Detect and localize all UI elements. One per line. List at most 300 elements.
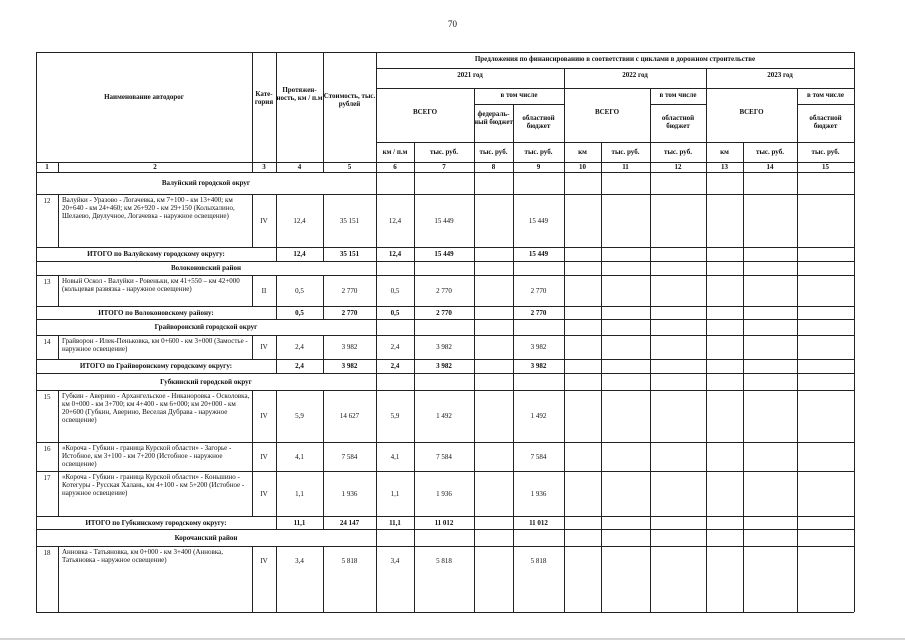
grid-vline (650, 319, 651, 335)
column-number: 1 (45, 163, 49, 171)
grid-vline (323, 335, 324, 359)
grid-vline (58, 442, 59, 471)
grid-vline (323, 546, 324, 612)
grid-vline (706, 335, 707, 359)
grid-vline (36, 546, 37, 612)
header-2023-total: ВСЕГО (739, 108, 764, 116)
grid-vline (564, 306, 565, 319)
grid-vline (650, 275, 651, 306)
row-2021-total: 15 449 (434, 216, 454, 225)
row-number: 14 (43, 338, 51, 346)
header-length: Протяжен-ность, км / п.м (276, 86, 323, 102)
grid-hline (376, 68, 854, 69)
row-category: IV (260, 343, 268, 351)
grid-vline (706, 471, 707, 516)
grid-hline (36, 52, 854, 53)
column-number: 10 (579, 163, 586, 171)
grid-vline (252, 52, 253, 172)
grid-vline (743, 275, 744, 306)
grid-vline (513, 275, 514, 306)
grid-vline (513, 306, 514, 319)
row-2021-federal (474, 343, 513, 352)
grid-vline (854, 390, 855, 442)
grid-vline (601, 471, 602, 516)
total-2021-regional: 3 982 (530, 362, 547, 370)
grid-vline (797, 546, 798, 612)
total-cost: 24 147 (339, 518, 360, 527)
row-category: IV (260, 452, 268, 461)
total-length: 0,5 (295, 308, 304, 317)
grid-vline (474, 319, 475, 335)
grid-vline (797, 390, 798, 442)
row-2021-regional: 2 770 (530, 286, 547, 295)
grid-vline (414, 306, 415, 319)
grid-vline (276, 442, 277, 471)
total-cost: 3 982 (341, 362, 358, 370)
grid-vline (252, 546, 253, 612)
row-2021-regional: 1 492 (530, 412, 547, 420)
grid-vline (743, 359, 744, 373)
grid-hline (36, 442, 854, 443)
header-2022-total: ВСЕГО (594, 108, 620, 116)
header-2023: 2023 год (767, 71, 793, 79)
total-title: ИТОГО по Валуйскому городскому округу: (87, 250, 225, 258)
grid-vline (743, 319, 744, 335)
grid-vline (414, 275, 415, 306)
grid-vline (564, 247, 565, 261)
total-2021-total: 15 449 (434, 250, 454, 258)
header-2023-regional: областной бюджет (809, 114, 842, 130)
grid-vline (513, 104, 514, 172)
grid-vline (797, 471, 798, 516)
grid-vline (564, 275, 565, 306)
section-title: Волоконовский район (170, 264, 242, 272)
header-2021: 2021 год (457, 71, 483, 79)
grid-vline (276, 52, 277, 172)
row-length: 0,5 (295, 286, 304, 295)
grid-vline (414, 335, 415, 359)
total-title: ИТОГО по Грайворонскому городскому округу: (79, 362, 233, 370)
row-category: IV (260, 489, 268, 498)
grid-vline (323, 194, 324, 247)
grid-vline (323, 390, 324, 442)
row-2021-regional: 1 936 (530, 489, 547, 498)
grid-vline (601, 516, 602, 529)
grid-vline (854, 275, 855, 306)
grid-vline (414, 442, 415, 471)
column-number: 3 (262, 163, 266, 171)
total-2021-km: 2,4 (390, 362, 400, 370)
grid-vline (743, 516, 744, 529)
grid-vline (743, 390, 744, 442)
grid-hline (650, 104, 706, 105)
grid-vline (376, 275, 377, 306)
grid-vline (564, 319, 565, 335)
grid-vline (650, 261, 651, 275)
grid-vline (414, 359, 415, 373)
grid-vline (650, 194, 651, 247)
grid-vline (743, 247, 744, 261)
grid-vline (650, 88, 651, 172)
grid-vline (854, 471, 855, 516)
section-title: Грайворонский городской округ (154, 323, 258, 331)
grid-vline (797, 516, 798, 529)
grid-vline (376, 529, 377, 546)
grid-vline (854, 335, 855, 359)
section-title: Корочанский район (174, 533, 238, 542)
grid-hline (36, 247, 854, 248)
total-length: 12,4 (293, 250, 306, 258)
grid-vline (276, 335, 277, 359)
grid-vline (474, 194, 475, 247)
column-number: 2 (153, 163, 157, 171)
row-cost: 1 936 (341, 489, 358, 498)
column-number: 12 (674, 163, 682, 171)
grid-vline (36, 306, 37, 319)
section-title: Валуйский городской округ (161, 179, 251, 187)
row-category: IV (260, 412, 268, 420)
row-2021-km: 3,4 (390, 557, 400, 565)
grid-vline (743, 261, 744, 275)
header-2021-including: в том числе (500, 91, 538, 99)
grid-vline (252, 275, 253, 306)
total-title: ИТОГО по Губкинскому городскому округу: (85, 518, 227, 527)
row-2021-km: 12,4 (388, 216, 402, 225)
total-2021-regional: 2 770 (530, 308, 547, 317)
total-2021-km: 11,1 (389, 518, 401, 527)
road-name: Губкин - Аверино - Архангельское - Никаноровка - Осколовка, км 0+000 - км 3+700; км 4+400 - км 6+000; км 20+000 - км 20+600 (Губкин, Аверино, Веселая Дубрава - наружное освещение) (62, 392, 250, 424)
grid-vline (564, 442, 565, 471)
grid-vline (36, 261, 37, 275)
grid-hline (36, 306, 854, 307)
row-category: II (261, 286, 267, 295)
row-category: IV (260, 557, 268, 565)
grid-vline (797, 335, 798, 359)
header-unit: тыс. руб. (664, 148, 692, 156)
grid-vline (706, 68, 707, 172)
grid-vline (36, 359, 37, 373)
grid-vline (276, 546, 277, 612)
grid-vline (706, 319, 707, 335)
total-2021-regional: 15 449 (528, 250, 549, 258)
grid-vline (743, 335, 744, 359)
grid-vline (797, 194, 798, 247)
grid-vline (650, 390, 651, 442)
grid-vline (797, 359, 798, 373)
header-2022-including: в том числе (659, 91, 697, 99)
row-cost: 5 818 (341, 557, 358, 565)
row-2021-federal (474, 453, 513, 462)
row-length: 1,1 (295, 489, 304, 498)
road-name: «Короча - Губкин - граница Курской области» - Коньшино - Котегуры - Русская Халань, км 4+100 - км 5+200 (Истобное - наружное освещение) (62, 473, 245, 497)
grid-vline (743, 442, 744, 471)
row-cost: 14 627 (339, 412, 360, 420)
grid-vline (276, 247, 277, 261)
grid-vline (474, 335, 475, 359)
grid-vline (474, 88, 475, 172)
grid-vline (414, 516, 415, 529)
grid-vline (513, 373, 514, 390)
grid-vline (601, 306, 602, 319)
header-unit: км / п.м (382, 148, 408, 156)
grid-vline (36, 335, 37, 359)
grid-vline (252, 442, 253, 471)
grid-vline (513, 359, 514, 373)
grid-vline (513, 335, 514, 359)
grid-vline (797, 172, 798, 194)
grid-vline (564, 546, 565, 612)
grid-vline (513, 194, 514, 247)
grid-vline (797, 529, 798, 546)
column-number: 13 (721, 163, 728, 171)
grid-vline (474, 247, 475, 261)
row-length: 12,4 (293, 216, 306, 225)
grid-vline (414, 471, 415, 516)
total-length: 2,4 (295, 362, 304, 370)
grid-vline (513, 390, 514, 442)
grid-vline (797, 247, 798, 261)
grid-vline (650, 373, 651, 390)
grid-vline (36, 52, 37, 172)
grid-hline (36, 612, 854, 613)
grid-vline (513, 529, 514, 546)
row-2021-federal (474, 217, 513, 226)
grid-vline (474, 359, 475, 373)
grid-vline (650, 247, 651, 261)
grid-vline (706, 194, 707, 247)
total-cost: 35 151 (339, 250, 360, 258)
row-2021-federal (474, 557, 513, 566)
grid-vline (743, 471, 744, 516)
grid-vline (650, 359, 651, 373)
row-2021-km: 5,9 (390, 412, 400, 420)
grid-vline (706, 172, 707, 194)
grid-vline (376, 373, 377, 390)
grid-hline (797, 104, 854, 105)
grid-vline (513, 471, 514, 516)
grid-vline (743, 306, 744, 319)
grid-vline (706, 275, 707, 306)
grid-vline (601, 546, 602, 612)
grid-vline (376, 172, 377, 194)
grid-vline (58, 546, 59, 612)
grid-vline (414, 390, 415, 442)
header-unit: тыс. руб. (430, 148, 458, 156)
grid-vline (376, 306, 377, 319)
grid-vline (706, 442, 707, 471)
header-unit: тыс. руб. (524, 148, 553, 156)
total-2021-total: 2 770 (436, 308, 452, 317)
grid-vline (854, 247, 855, 261)
grid-vline (743, 373, 744, 390)
header-unit: км (720, 148, 729, 156)
grid-vline (854, 373, 855, 390)
grid-vline (601, 529, 602, 546)
column-number: 9 (536, 163, 541, 171)
road-name: Анновка - Татьяновка, км 0+000 - км 3+400 (Анновка, Татьяновка - наружное освещение) (62, 548, 224, 564)
grid-vline (706, 390, 707, 442)
grid-vline (854, 516, 855, 529)
grid-vline (252, 471, 253, 516)
grid-vline (376, 247, 377, 261)
grid-vline (743, 194, 744, 247)
grid-vline (276, 306, 277, 319)
grid-vline (854, 306, 855, 319)
grid-vline (474, 529, 475, 546)
grid-vline (601, 335, 602, 359)
grid-vline (706, 359, 707, 373)
row-number: 12 (43, 197, 51, 205)
grid-vline (323, 52, 324, 172)
grid-vline (376, 359, 377, 373)
grid-vline (58, 162, 59, 172)
row-2021-regional: 5 818 (530, 557, 547, 565)
grid-vline (854, 442, 855, 471)
grid-hline (474, 104, 564, 105)
grid-vline (797, 373, 798, 390)
row-cost: 35 151 (339, 216, 360, 225)
row-2021-total: 1 492 (436, 412, 452, 420)
grid-vline (414, 172, 415, 194)
grid-vline (564, 373, 565, 390)
grid-vline (650, 442, 651, 471)
grid-vline (854, 52, 855, 172)
grid-vline (601, 319, 602, 335)
column-number: 14 (766, 163, 774, 171)
grid-vline (601, 247, 602, 261)
row-2021-total: 5 818 (436, 557, 452, 565)
row-cost: 3 982 (341, 343, 358, 351)
header-proposals: Предложения по финансированию в соответствии с циклами в дорожном строительстве (474, 55, 756, 63)
grid-vline (513, 546, 514, 612)
grid-hline (36, 546, 854, 547)
row-2021-total: 1 936 (436, 489, 452, 498)
header-road-name: Наименование автодорог (104, 93, 184, 101)
grid-vline (414, 373, 415, 390)
grid-hline (376, 88, 854, 89)
grid-vline (650, 306, 651, 319)
grid-vline (36, 172, 37, 194)
grid-vline (323, 247, 324, 261)
row-2021-regional: 3 982 (530, 343, 547, 351)
grid-vline (474, 516, 475, 529)
grid-vline (323, 275, 324, 306)
grid-vline (797, 306, 798, 319)
grid-vline (376, 319, 377, 335)
grid-vline (58, 471, 59, 516)
column-number: 8 (491, 163, 496, 171)
total-2021-km: 0,5 (390, 308, 400, 317)
grid-hline (376, 142, 854, 143)
grid-vline (513, 442, 514, 471)
total-2021-total: 11 012 (434, 518, 454, 527)
grid-vline (513, 319, 514, 335)
row-category: IV (260, 216, 268, 225)
header-unit: тыс. руб. (756, 148, 784, 156)
grid-vline (854, 172, 855, 194)
grid-vline (58, 335, 59, 359)
grid-vline (564, 172, 565, 194)
grid-vline (36, 442, 37, 471)
grid-hline (36, 194, 854, 195)
row-length: 5,9 (295, 412, 304, 420)
row-number: 18 (43, 549, 51, 557)
column-number: 6 (393, 163, 397, 171)
row-2021-federal (474, 412, 513, 421)
grid-vline (36, 471, 37, 516)
grid-vline (601, 142, 602, 172)
header-unit: тыс. руб. (611, 148, 640, 156)
grid-vline (276, 275, 277, 306)
row-length: 2,4 (295, 343, 304, 351)
grid-vline (36, 516, 37, 529)
grid-vline (276, 390, 277, 442)
grid-vline (706, 516, 707, 529)
total-cost: 2 770 (341, 308, 358, 317)
total-2021-km: 12,4 (388, 250, 402, 258)
grid-vline (601, 275, 602, 306)
grid-vline (474, 546, 475, 612)
row-2021-federal (474, 490, 513, 499)
grid-hline (36, 471, 854, 472)
grid-vline (376, 471, 377, 516)
row-number: 13 (43, 278, 51, 286)
grid-vline (564, 359, 565, 373)
column-number: 4 (297, 163, 302, 171)
header-unit: км (578, 148, 587, 156)
grid-vline (376, 546, 377, 612)
header-category: Кате-гория (254, 90, 274, 106)
grid-vline (474, 442, 475, 471)
header-2022: 2022 год (622, 71, 648, 79)
column-number: 7 (442, 163, 446, 171)
road-name: Грайворон - Илек-Пеньковка, км 0+600 - км 3+000 (Замостье - наружное освещение) (62, 337, 248, 353)
grid-vline (323, 516, 324, 529)
grid-vline (376, 516, 377, 529)
grid-vline (564, 516, 565, 529)
grid-vline (323, 306, 324, 319)
grid-vline (376, 442, 377, 471)
grid-vline (376, 390, 377, 442)
total-length: 11,1 (293, 518, 306, 527)
grid-vline (564, 390, 565, 442)
grid-vline (36, 319, 37, 335)
grid-vline (36, 194, 37, 247)
grid-vline (601, 442, 602, 471)
grid-vline (414, 247, 415, 261)
road-name: Новый Оскол - Валуйки - Ровеньки, км 41+550 – км 42+000 (кольцевая развязка - наружное освещение) (62, 277, 240, 293)
grid-vline (323, 442, 324, 471)
grid-vline (252, 335, 253, 359)
grid-vline (706, 247, 707, 261)
row-length: 4,1 (295, 452, 304, 461)
road-name: «Короча - Губкин - граница Курской области» - Загорье - Истобное, км 3+100 - км 7+200 (Истобное - наружное освещение) (62, 444, 232, 468)
grid-vline (252, 390, 253, 442)
grid-vline (564, 335, 565, 359)
grid-vline (276, 516, 277, 529)
grid-vline (706, 529, 707, 546)
grid-vline (601, 194, 602, 247)
grid-vline (276, 359, 277, 373)
grid-vline (601, 261, 602, 275)
grid-vline (564, 261, 565, 275)
road-name: Валуйки - Уразово - Логачевка, км 7+100 - км 13+400; км 20+640 - км 24+460; км 26+920 - км 29+150 (Колыхалино, Шелаево, Двулучное, Логачевка - наружное освещение) (62, 196, 235, 220)
grid-vline (706, 306, 707, 319)
row-2021-regional: 15 449 (528, 216, 549, 225)
grid-vline (854, 319, 855, 335)
row-number: 17 (43, 474, 51, 482)
grid-vline (650, 335, 651, 359)
